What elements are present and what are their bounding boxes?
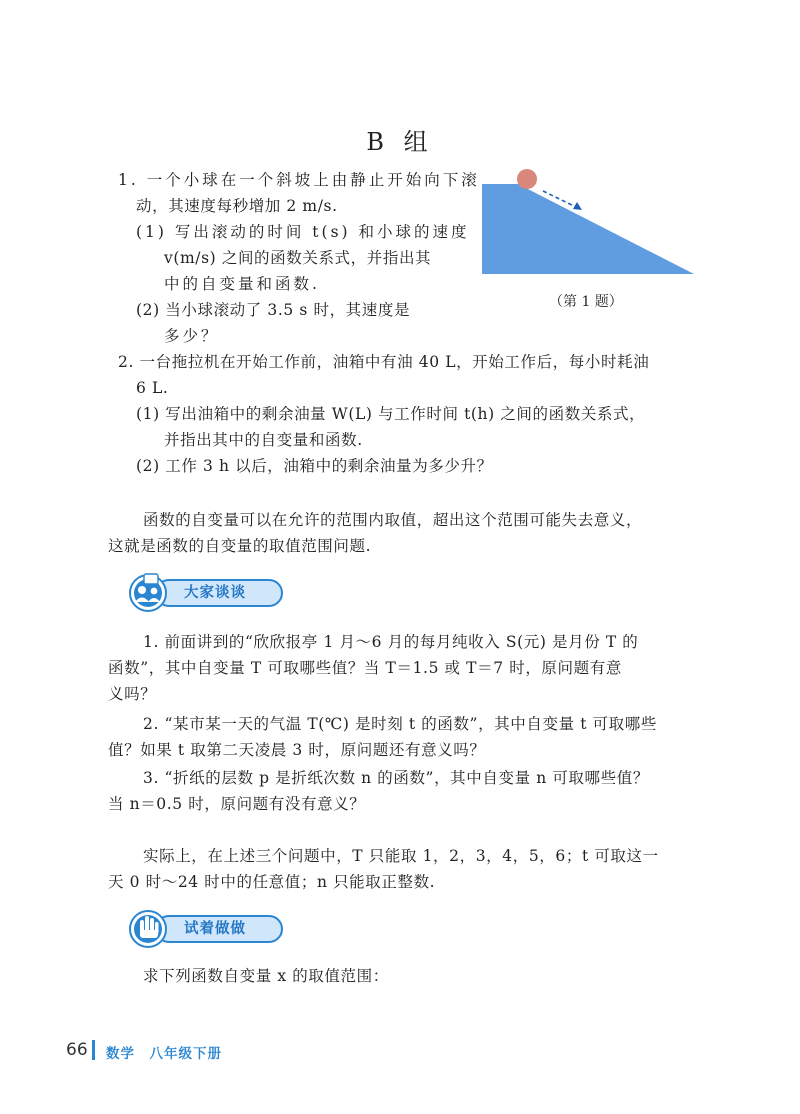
q2-line-2: 6 L. <box>136 379 169 397</box>
discuss-item-1-line-2: 函数”，其中自变量 T 可取哪些值？当 T＝1.5 或 T＝7 时，原问题有意 <box>108 659 622 677</box>
footer-divider <box>92 1040 95 1060</box>
q2-line-1: 2. 一台拖拉机在开始工作前，油箱中有油 40 L，开始工作后，每小时耗油 <box>118 353 650 371</box>
discuss-item-2-line-1: 2. “某市某一天的气温 T(℃) 是时刻 t 的函数”，其中自变量 t 可取哪些 <box>143 715 657 733</box>
q1-line-1: 1. 一个小球在一个斜坡上由静止开始向下滚 <box>118 171 480 189</box>
q1-sub2-line-2: 多少？ <box>164 327 220 345</box>
q1-sub1-line-1: (1) 写出滚动的时间 t(s) 和小球的速度 <box>136 223 470 241</box>
speech-bubble-icon <box>144 574 158 584</box>
try-prompt: 求下列函数自变量 x 的取值范围： <box>143 967 389 985</box>
q1-line-2: 动，其速度每秒增加 2 m/s. <box>136 197 338 215</box>
try-label: 试着做做 <box>184 921 246 937</box>
para1-line-1: 函数的自变量可以在允许的范围内取值，超出这个范围可能失去意义， <box>143 511 643 529</box>
arrow-head-icon <box>573 202 582 210</box>
q2-sub2-line-1: (2) 工作 3 h 以后，油箱中的剩余油量为多少升？ <box>136 457 493 475</box>
para2-line-1: 实际上，在上述三个问题中，T 只能取 1，2，3，4，5，6；t 可取这一 <box>143 847 659 865</box>
discuss-label: 大家谈谈 <box>184 585 246 601</box>
discuss-item-1-line-1: 1. 前面讲到的“欣欣报亭 1 月～6 月的每月纯收入 S(元) 是月份 T 的 <box>143 633 639 651</box>
try-banner <box>108 908 288 948</box>
discuss-banner <box>108 572 288 612</box>
book-title: 数学 八年级下册 <box>106 1046 222 1062</box>
q1-sub2-line-1: (2) 当小球滚动了 3.5 s 时，其速度是 <box>136 301 411 319</box>
figure-caption: （第 1 题） <box>549 294 623 310</box>
para2-line-2: 天 0 时～24 时中的任意值；n 只能取正整数. <box>108 873 436 891</box>
q1-sub1-line-2: v(m/s) 之间的函数关系式，并指出其 <box>164 249 432 267</box>
ball <box>517 169 537 189</box>
slope-shape <box>482 184 694 274</box>
q2-sub1-line-1: (1) 写出油箱中的剩余油量 W(L) 与工作时间 t(h) 之间的函数关系式， <box>136 405 646 423</box>
q1-sub1-line-3: 中的自变量和函数. <box>164 275 320 293</box>
discuss-item-1-line-3: 义吗？ <box>108 685 157 703</box>
section-title: B 组 <box>366 128 434 156</box>
discuss-item-3-line-1: 3. “折纸的层数 p 是折纸次数 n 的函数”，其中自变量 n 可取哪些值？ <box>143 769 649 787</box>
discuss-item-3-line-2: 当 n＝0.5 时，原问题有没有意义？ <box>108 795 366 813</box>
page-number: 66 <box>66 1040 88 1060</box>
q2-sub1-line-2: 并指出其中的自变量和函数. <box>164 431 363 449</box>
discuss-item-2-line-2: 值？如果 t 取第二天凌晨 3 时，原问题还有意义吗？ <box>108 741 486 759</box>
para1-line-2: 这就是函数的自变量的取值范围问题. <box>108 537 372 555</box>
slope-figure <box>478 166 698 278</box>
people-icon <box>138 586 146 594</box>
